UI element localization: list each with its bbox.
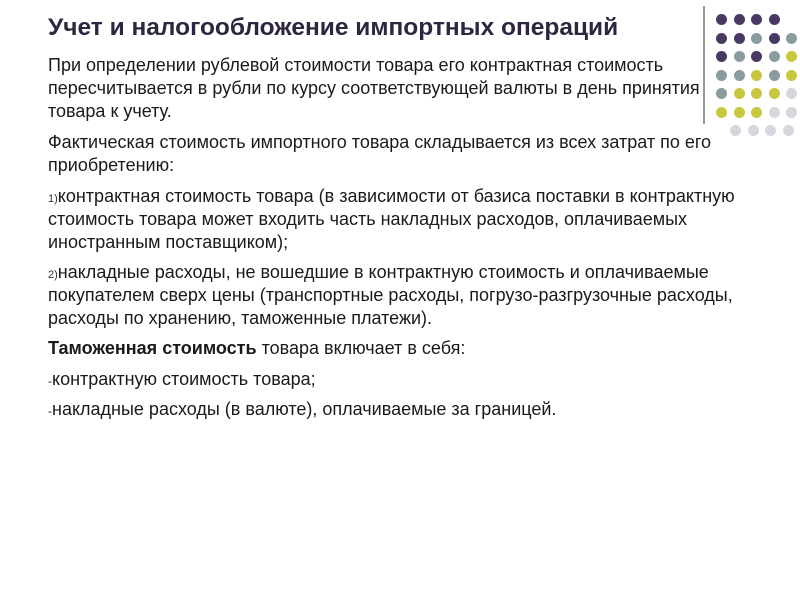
paragraph-actual-cost: Фактическая стоимость импортного товара складывается из всех затрат по его приобретению: [48,132,712,176]
decorative-dot [765,125,776,136]
customs-term: Таможенная стоимость [48,338,257,359]
paragraph-conversion: При определении рублевой стоимости товара его контрактная стоимость пересчитывается в рубли по курсу соответствующей валюты в день принятия товара к учету. [48,55,700,122]
decorative-dot [769,51,780,62]
decorative-dot [786,70,797,81]
decorative-dot [786,33,797,44]
dash-item [48,368,748,391]
list-item [48,185,748,254]
decorative-dot [769,33,780,44]
dash-item [48,398,748,421]
decorative-dot [734,33,745,44]
dash-item-text: накладные расходы (в валюте), оплачиваемые за границей. [52,399,557,420]
dash-marker: - [48,374,52,389]
list-item-text: накладные расходы, не вошедшие в контрактную стоимость и оплачиваемые покупателем сверх цены (транспортные расходы, погрузо-разгрузочные расходы, расходы по хранению, таможенные платежи). [48,262,733,329]
dash-marker: - [48,404,52,419]
decorative-dot [786,88,797,99]
decorative-dot [734,14,745,25]
decorative-dot [751,14,762,25]
paragraph-customs-value [48,337,748,360]
list-marker: 2) [48,269,58,282]
decorative-dot [751,33,762,44]
decorative-dot [716,14,727,25]
decorative-dot [786,51,797,62]
slide-title: Учет и налогообложение импортных операций [48,14,619,41]
decorative-dot [751,70,762,81]
decorative-dot [716,33,727,44]
customs-rest: товара включает в себя: [256,338,466,359]
decorative-dot [783,125,794,136]
decorative-dot [769,14,780,25]
slide-body [48,54,748,428]
decorative-dot [751,51,762,62]
dash-item-text: контрактную стоимость товара; [52,369,316,390]
list-marker: 1) [48,193,58,206]
list-item-text: контрактная стоимость товара (в зависимости от базиса поставки в контрактную стоимость товара может входить часть накладных расходов, оплачиваемых иностранным поставщиком); [48,186,735,253]
decorative-dot [748,125,759,136]
decorative-dot [769,70,780,81]
decorative-dot [769,88,780,99]
decorative-dot [786,107,797,118]
decorative-dot [751,88,762,99]
decorative-dot [751,107,762,118]
decorative-dot [769,107,780,118]
list-item [48,261,748,330]
